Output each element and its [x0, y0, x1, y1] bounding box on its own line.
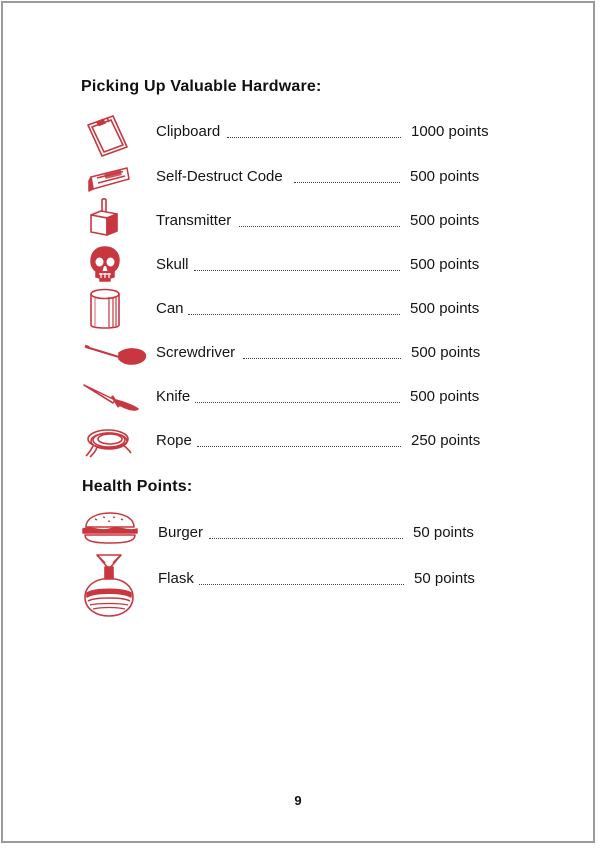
- hardware-heading: Picking Up Valuable Hardware:: [81, 78, 322, 95]
- burger-icon: [81, 511, 139, 545]
- leader-dots: [243, 358, 401, 359]
- leader-dots: [188, 314, 400, 315]
- knife-icon: [81, 381, 141, 413]
- page-number: 9: [294, 793, 302, 808]
- health-heading: Health Points:: [82, 478, 193, 495]
- flask-icon: [81, 551, 137, 619]
- leader-dots: [227, 137, 401, 138]
- clipboard-icon: [83, 113, 133, 159]
- leader-dots: [194, 270, 400, 271]
- health-item-points: 50 points: [413, 524, 474, 541]
- manual-page: [1, 1, 595, 843]
- hardware-item-points: 500 points: [410, 256, 480, 273]
- leader-dots: [294, 182, 400, 183]
- hardware-item-points: 250 points: [411, 432, 481, 449]
- rope-icon: [83, 423, 135, 459]
- screwdriver-icon: [83, 339, 149, 371]
- leader-dots: [199, 584, 404, 585]
- hardware-item-points: 500 points: [410, 168, 480, 185]
- hardware-item-label: Clipboard: [156, 123, 221, 140]
- hardware-item-label: Rope: [156, 432, 192, 449]
- hardware-item-label: Knife: [156, 388, 191, 405]
- transmitter-icon: [87, 197, 121, 237]
- health-item-label: Burger: [158, 524, 204, 541]
- skull-icon: [87, 245, 123, 283]
- hardware-item-label: Skull: [156, 256, 189, 273]
- hardware-item-label: Screwdriver: [156, 344, 236, 361]
- leader-dots: [195, 402, 400, 403]
- hardware-item-label: Self-Destruct Code: [156, 168, 283, 185]
- hardware-item-points: 500 points: [410, 300, 480, 317]
- hardware-item-points: 500 points: [410, 388, 480, 405]
- can-icon: [87, 287, 123, 333]
- self-destruct-code-icon: [83, 165, 133, 195]
- leader-dots: [197, 446, 401, 447]
- hardware-item-points: 500 points: [410, 212, 480, 229]
- health-item-points: 50 points: [414, 570, 475, 587]
- hardware-item-label: Transmitter: [156, 212, 232, 229]
- health-item-label: Flask: [158, 570, 194, 587]
- hardware-item-points: 500 points: [411, 344, 481, 361]
- hardware-item-label: Can: [156, 300, 184, 317]
- hardware-item-points: 1000 points: [411, 123, 489, 140]
- leader-dots: [209, 538, 403, 539]
- leader-dots: [239, 226, 400, 227]
